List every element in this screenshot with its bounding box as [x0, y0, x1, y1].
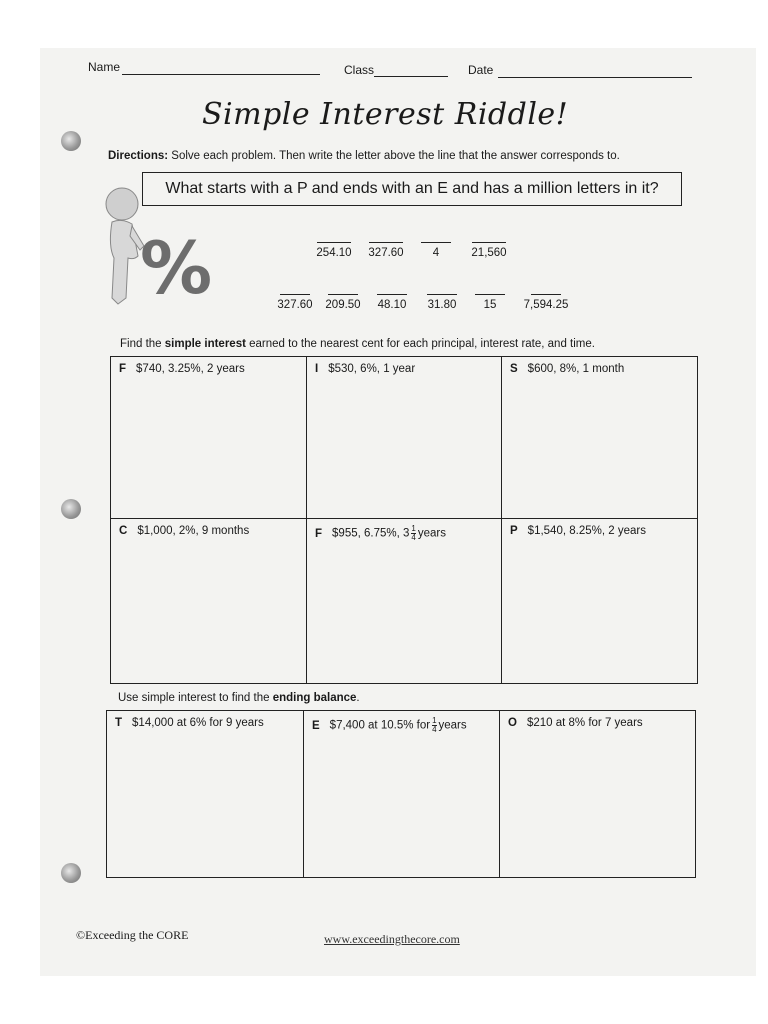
section1-instructions: Find the simple interest earned to the nearest cent for each principal, interest rate, and time.: [120, 338, 595, 350]
date-field[interactable]: [498, 77, 692, 78]
answer-blank: 4: [420, 242, 452, 259]
answer-blank: 15: [474, 294, 506, 311]
problem-cell[interactable]: F $740, 3.25%, 2 years: [110, 356, 307, 519]
directions: [108, 150, 620, 162]
directions-label: Directions:: [108, 150, 169, 162]
answer-blank: 327.60: [272, 294, 318, 311]
problem-cell[interactable]: C $1,000, 2%, 9 months: [110, 518, 307, 684]
problem-cell[interactable]: O $210 at 8% for 7 years: [499, 710, 696, 878]
answer-blank: 48.10: [372, 294, 412, 311]
name-field[interactable]: [122, 74, 320, 75]
website-link[interactable]: www.exceedingthecore.com: [324, 932, 460, 946]
binder-hole-top: [61, 131, 81, 151]
answer-blank: 327.60: [364, 242, 408, 259]
problem-cell[interactable]: S $600, 8%, 1 month: [501, 356, 698, 519]
problem-cell[interactable]: I $530, 6%, 1 year: [306, 356, 502, 519]
directions-text: Solve each problem. Then write the letter above the line that the answer corresponds to.: [171, 150, 620, 162]
problem-cell[interactable]: P $1,540, 8.25%, 2 years: [501, 518, 698, 684]
fraction: $\frac{1}{4}$: [411, 524, 416, 542]
answer-blank: 31.80: [422, 294, 462, 311]
name-label: Name: [88, 60, 121, 74]
binder-hole-bottom: [61, 863, 81, 883]
problem-cell[interactable]: F $955, 6.75%, 3 $\frac{1}{4}$ years: [306, 518, 502, 684]
answer-blank: 21,560: [466, 242, 512, 259]
problem-cell[interactable]: E $7,400 at 10.5% for $\frac{1}{4}$ years: [303, 710, 500, 878]
date-label: Date: [468, 63, 494, 77]
answer-blank: 254.10: [314, 242, 354, 259]
riddle-box: What starts with a P and ends with an E and has a million letters in it?: [142, 172, 682, 206]
binder-hole-middle: [61, 499, 81, 519]
answer-blank: 209.50: [320, 294, 366, 311]
section2-instructions: Use simple interest to find the ending balance.: [118, 692, 360, 704]
class-label: Class: [344, 63, 375, 77]
percent-icon: %: [140, 226, 213, 310]
class-field[interactable]: [374, 76, 448, 77]
answer-blank: 7,594.25: [518, 294, 574, 311]
page-title: Simple Interest Riddle!: [202, 97, 569, 132]
problem-cell[interactable]: T $14,000 at 6% for 9 years: [106, 710, 304, 878]
fraction: $\frac{1}{4}$: [432, 716, 437, 734]
copyright: ©Exceeding the CORE: [76, 928, 189, 942]
